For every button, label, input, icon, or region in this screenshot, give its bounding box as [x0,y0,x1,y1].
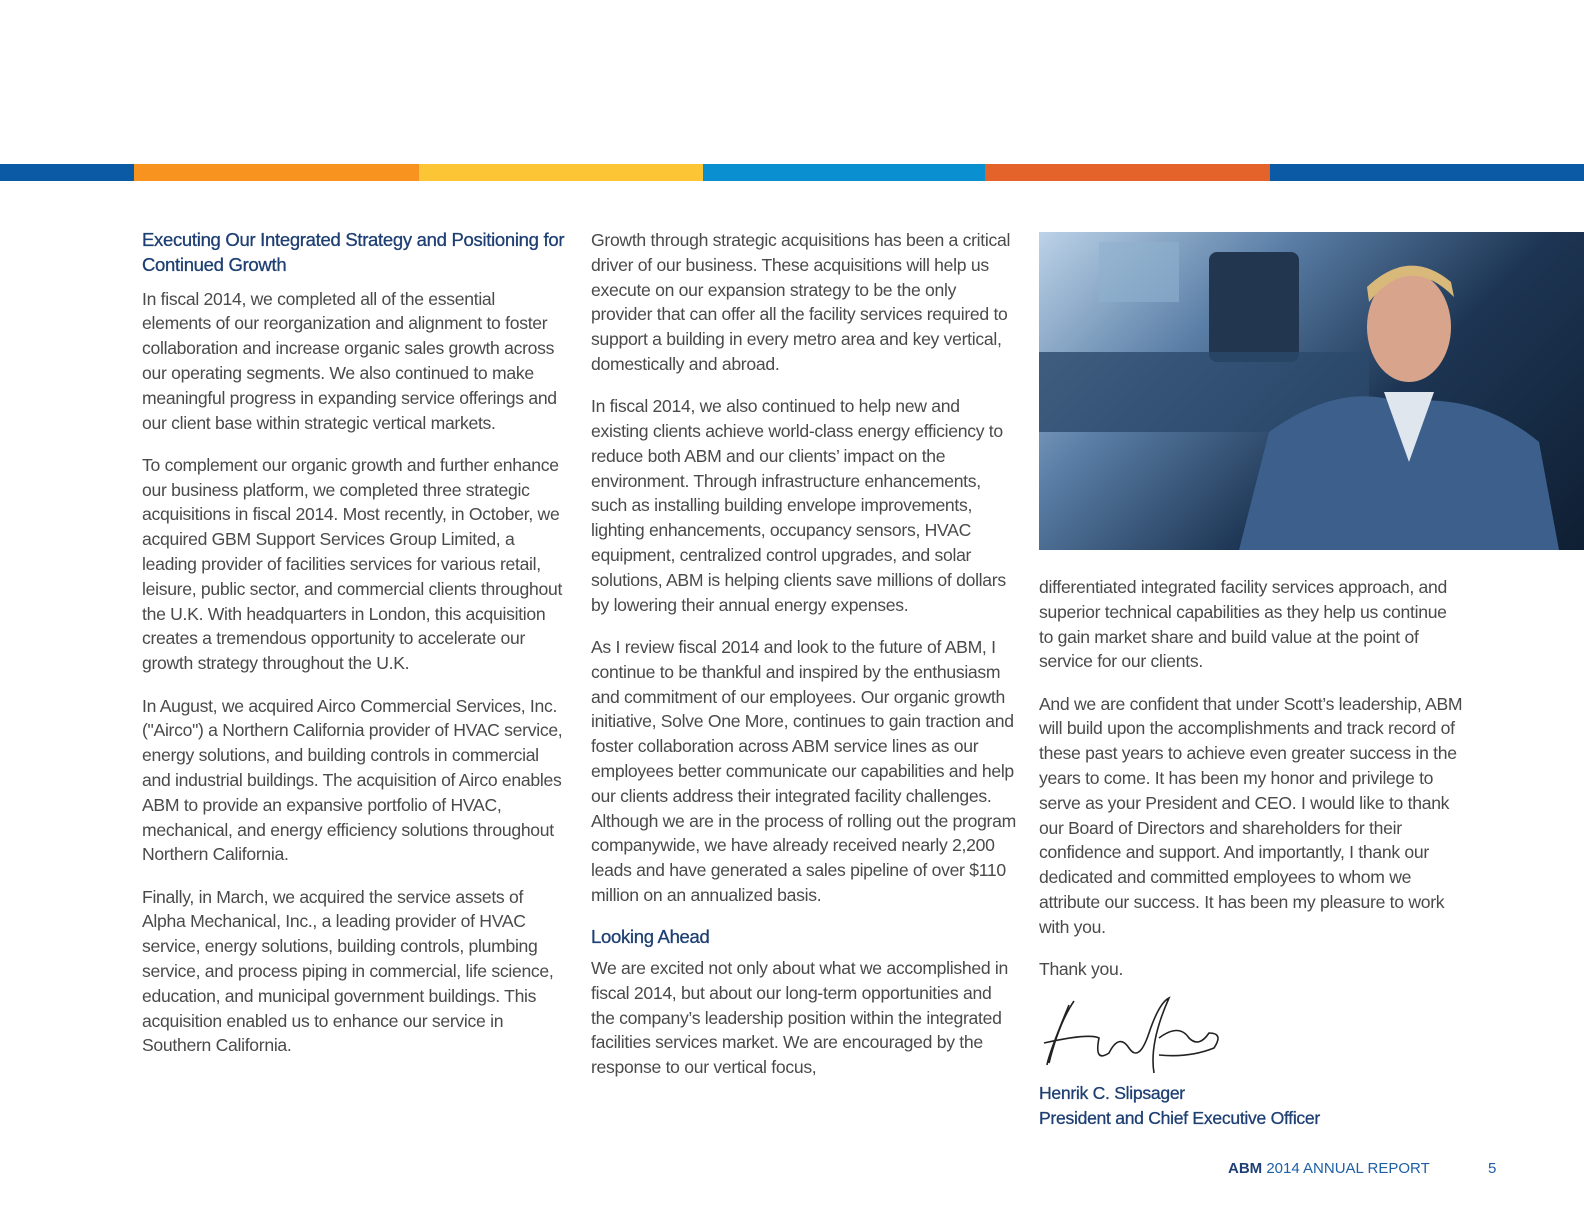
signer-title: President and Chief Executive Officer [1039,1108,1320,1129]
footer-title: 2014 ANNUAL REPORT [1266,1160,1430,1177]
color-stripe [0,164,1584,181]
signer-name: Henrik C. Slipsager [1039,1083,1185,1104]
paragraph: And we are confident that under Scott’s leadership, ABM will build upon the accomplishments and track record of these past years to achieve even greater success in the years to come. It has been my honor and privilege to serve as your President and CEO. I would like to thank our Board of Directors and shareholders for their confidence and support. And importantly, I thank our dedicated and committed employees to whom we attribute our success. It has been my pleasure to work with you. [1039,693,1463,937]
paragraph: Finally, in March, we acquired the service assets of Alpha Mechanical, Inc., a leading provider of HVAC service, energy solutions, building controls, plumbing service, and process piping in commercial, life science, education, and municipal government buildings. This acquisition enabled us to enhance our service in Southern California. [142,886,554,1056]
footer-brand: ABM [1228,1160,1263,1177]
section-heading: Executing Our Integrated Strategy and Positioning for Continued Growth [142,229,565,275]
paragraph: We are excited not only about what we accomplished in fiscal 2014, but about our long-term opportunities and the company’s leadership position within the integrated facilities services market. We are encouraged by the response to our vertical focus, [591,958,1009,1078]
paragraph: Thank you. [1039,959,1124,980]
page-number: 5 [1488,1160,1497,1177]
column-2 [591,228,1016,1098]
section-heading: Looking Ahead [591,926,710,948]
signature [1039,993,1229,1083]
paragraph: As I review fiscal 2014 and look to the future of ABM, I continue to be thankful and inspired by the enthusiasm and commitment of our employees. Our organic growth initiative, Solve One More, continues to gain traction and foster collaboration across ABM service lines as our employees better communicate our capabilities and help our clients address their integrated facility challenges. Although we are in the process of rolling out the program companywide, we have already received nearly 2,200 leads and have generated a sales pipeline of over $110 million on an annualized basis. [591,636,1016,905]
paragraph: In fiscal 2014, we also continued to help new and existing clients achieve world-class energy efficiency to reduce both ABM and our clients’ impact on the environment. Through infrastructure enhancements, such as installing building envelope improvements, lighting enhancements, occupancy sensors, HVAC equipment, centralized control upgrades, and solar solutions, ABM is helping clients save millions of dollars by lowering their annual energy expenses. [591,396,1006,615]
footer [1228,1160,1430,1177]
paragraph: In August, we acquired Airco Commercial Services, Inc. ("Airco") a Northern California provider of HVAC service, energy solutions, and building controls in commercial and industrial buildings. The acquisition of Airco enables ABM to provide an expansive portfolio of HVAC, mechanical, and energy efficiency solutions throughout Northern California. [142,695,563,865]
paragraph: Growth through strategic acquisitions has been a critical driver of our business. These acquisitions will help us execute on our expansion strategy to be the only provider that can offer all the facility services required to support a building in every metro area and key vertical, domestically and abroad. [591,230,1011,374]
paragraph: In fiscal 2014, we completed all of the essential elements of our reorganization and alignment to foster collaboration and increase organic sales growth across our operating segments. We also continued to make meaningful progress in expanding service offerings and our client base within strategic vertical markets. [142,288,557,433]
paragraph: differentiated integrated facility services approach, and superior technical capabilities as they help us continue to gain market share and build value at the point of service for our clients. [1039,577,1448,672]
paragraph: To complement our organic growth and further enhance our business platform, we completed three strategic acquisitions in fiscal 2014. Most recently, in October, we acquired GBM Support Services Group Limited, a leading provider of facilities services for various retail, leisure, public sector, and commercial clients throughout the U.K. With headquarters in London, this acquisition creates a tremendous opportunity to accelerate our growth strategy throughout the U.K. [142,454,563,674]
ceo-photo [1039,232,1584,550]
column-1 [142,228,567,1076]
column-3 [1039,575,1464,1131]
